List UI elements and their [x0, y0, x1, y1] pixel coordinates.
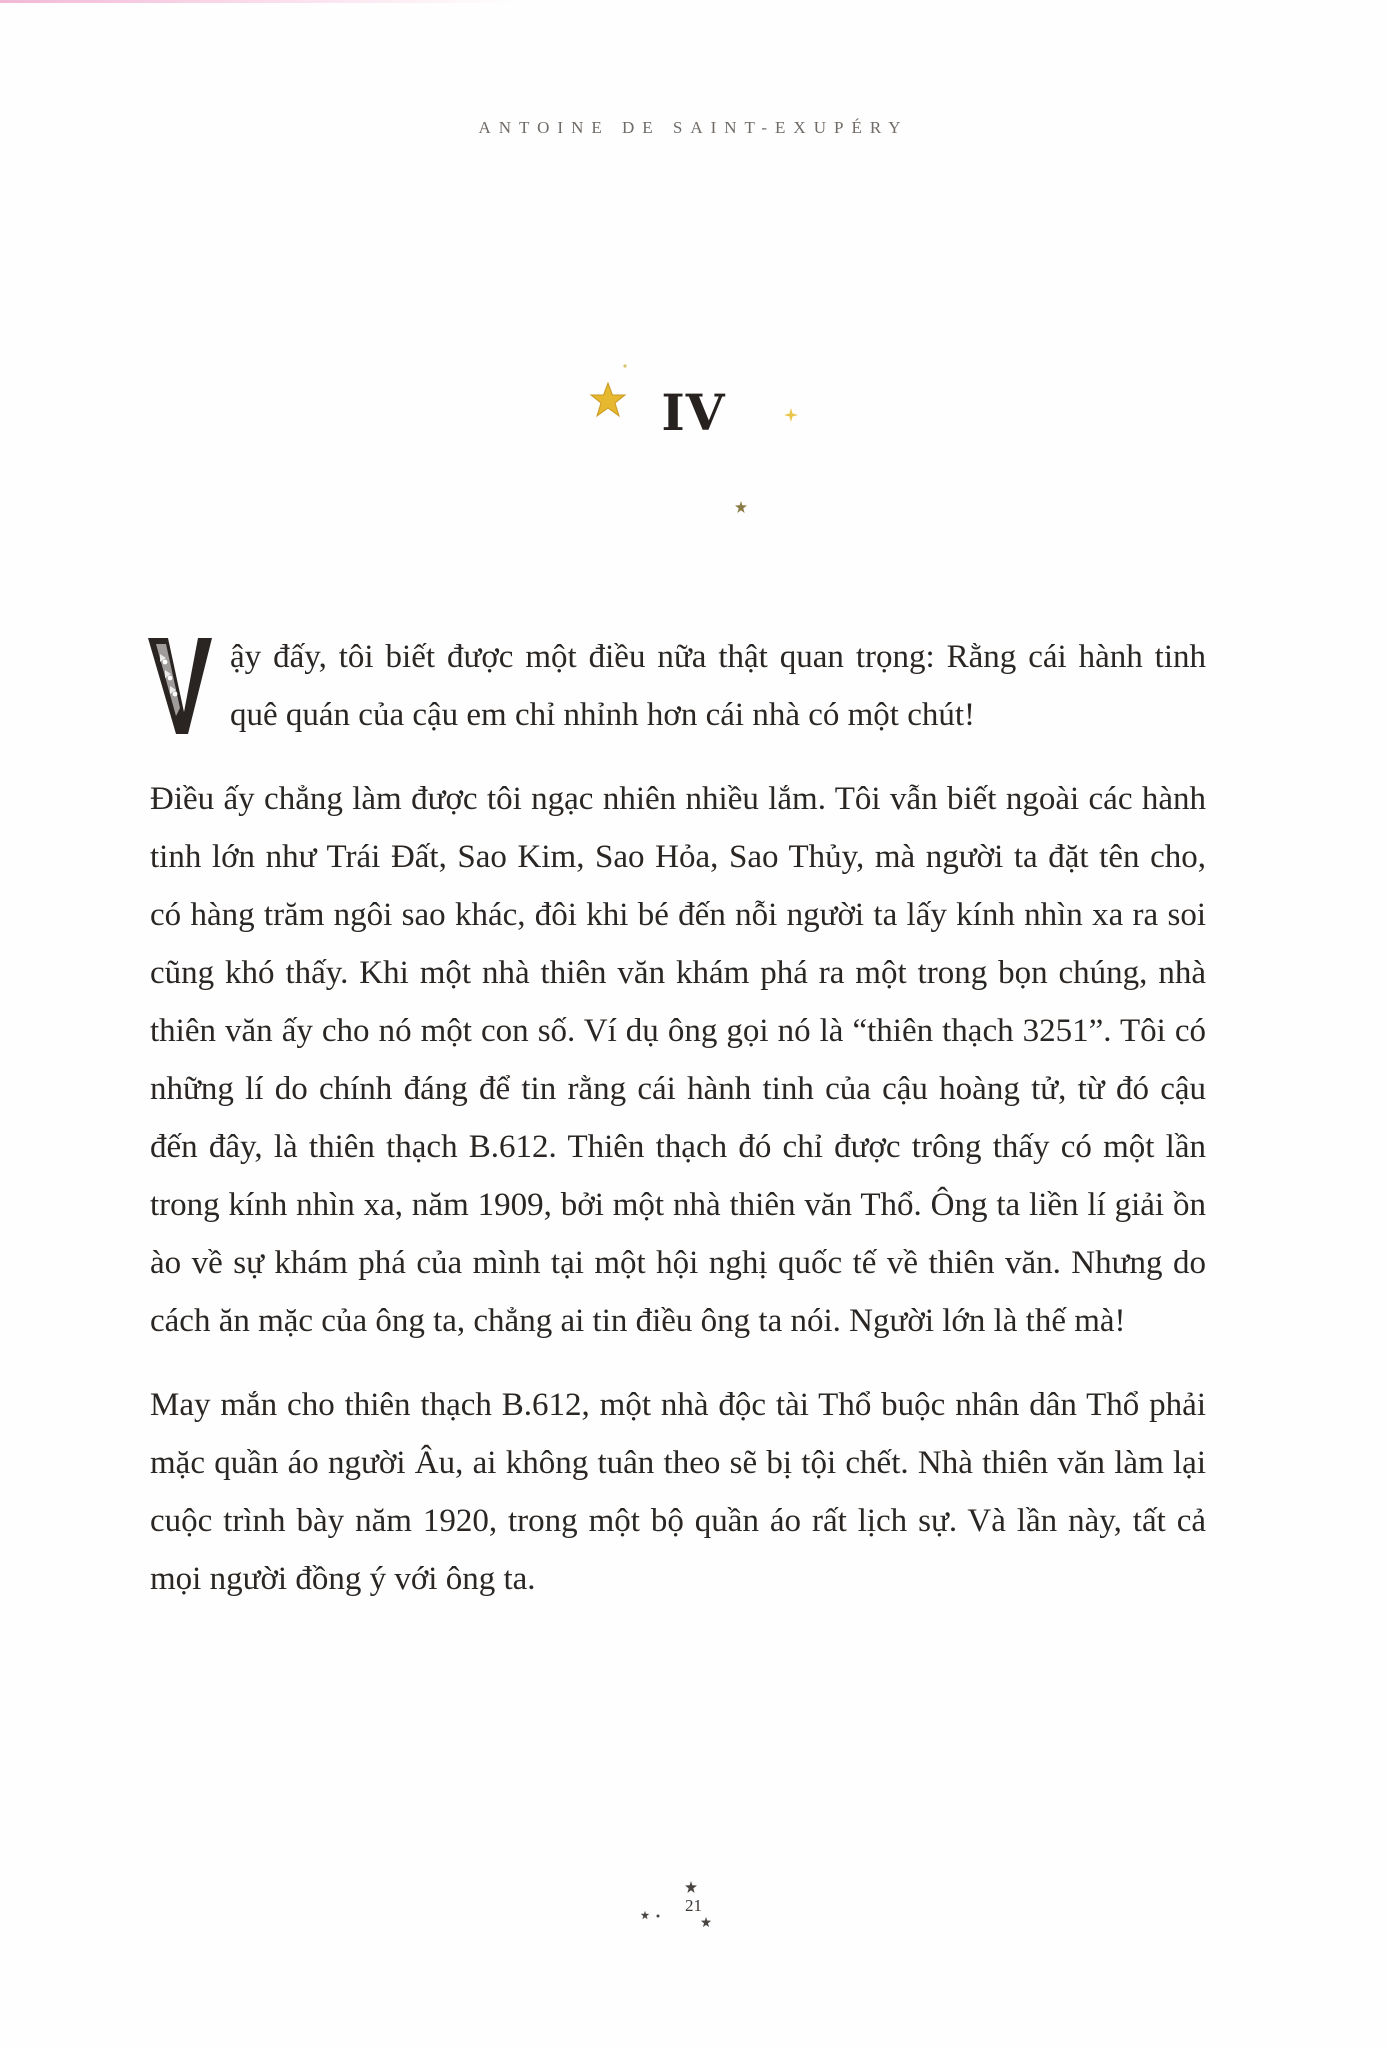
page-number: 21 — [685, 1896, 702, 1915]
drop-cap-v — [146, 634, 216, 738]
star-dot-icon — [622, 363, 628, 369]
sparkle-icon — [783, 407, 799, 423]
drop-cap-letter: V — [146, 634, 147, 635]
paragraph-2: Điều ấy chẳng làm được tôi ngạc nhiên nhiều lắm. Tôi vẫn biết ngoài các hành tinh lớn như Trái Đất, Sao Kim, Sao Hỏa, Sao Thủy, mà người ta đặt tên cho, có hàng trăm ngôi sao khác, đôi khi bé đến nỗi người ta lấy kính nhìn xa ra soi cũng khó thấy. Khi một nhà thiên văn khám phá ra một trong bọn chúng, nhà thiên văn ấy cho nó một con số. Ví dụ ông gọi nó là “thiên thạch 3251”. Tôi có những lí do chính đáng để tin rằng cái hành tinh của cậu hoàng tử, từ đó cậu đến đây, là thiên thạch B.612. Thiên thạch đó chỉ được trông thấy có một lần trong kính nhìn xa, năm 1909, bởi một nhà thiên văn Thổ. Ông ta liền lí giải ồn ào về sự khám phá của mình tại một hội nghị quốc tế về thiên văn. Nhưng do cách ăn mặc của ông ta, chẳng ai tin điều ông ta nói. Người lớn là thế mà! — [150, 781, 1206, 1339]
footer-star-icon — [700, 1916, 712, 1928]
running-head: ANTOINE DE SAINT-EXUPÉRY — [478, 118, 909, 137]
paragraph-1 — [146, 628, 1206, 744]
footer-star-icon — [684, 1880, 698, 1894]
chapter-body — [146, 628, 1206, 1634]
small-star-icon — [734, 500, 748, 514]
page-footer — [0, 1880, 1387, 1940]
paragraph-1-text: ậy đấy, tôi biết được một điều nữa thật quan trọng: Rằng cái hành tinh quê quán của cậu em chỉ nhỉnh hơn cái nhà có một chút! — [230, 639, 1206, 733]
chapter-number: IV — [661, 383, 726, 442]
edge-smudge — [0, 0, 520, 3]
paragraph-3: May mắn cho thiên thạch B.612, một nhà độc tài Thổ buộc nhân dân Thổ phải mặc quần áo người Âu, ai không tuân theo sẽ bị tội chết. Nhà thiên văn làm lại cuộc trình bày năm 1920, trong một bộ quần áo rất lịch sự. Và lần này, tất cả mọi người đồng ý với ông ta. — [150, 1387, 1206, 1597]
chapter-heading — [0, 375, 1387, 535]
